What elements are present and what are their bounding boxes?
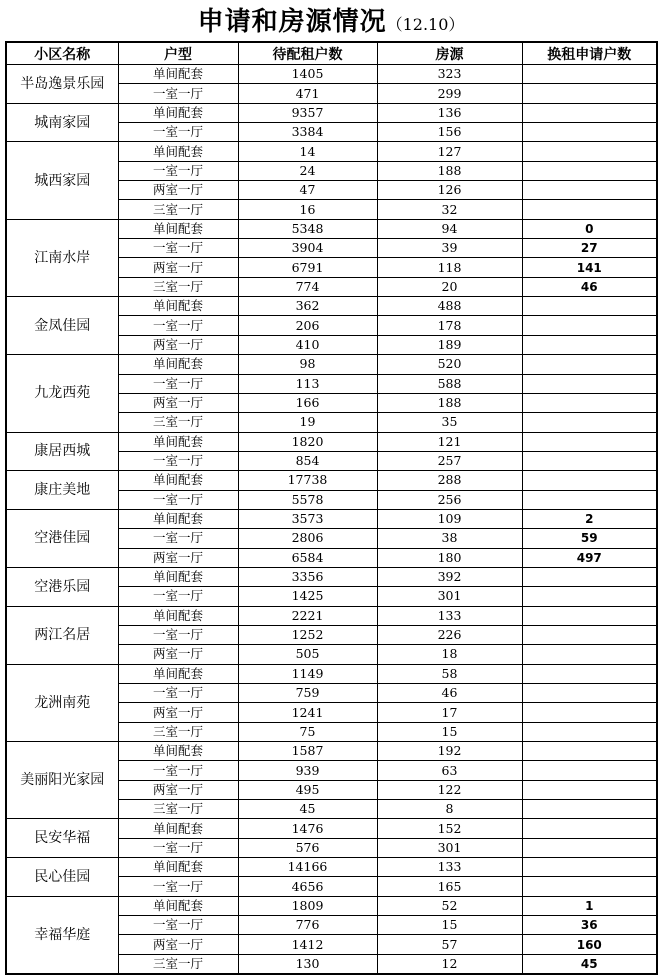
- housing-count-cell: 58: [377, 664, 522, 683]
- request-count-cell: [522, 161, 657, 180]
- request-count-cell: [522, 664, 657, 683]
- community-name: 空港乐园: [6, 567, 118, 606]
- housing-count-cell: 52: [377, 896, 522, 915]
- housing-count-cell: 188: [377, 161, 522, 180]
- waiting-count-cell: 774: [238, 277, 377, 296]
- title-main: 申请和房源情况: [197, 7, 387, 37]
- unit-type-cell: 两室一厅: [118, 780, 238, 799]
- unit-type-cell: 单间配套: [118, 567, 238, 586]
- housing-count-cell: 257: [377, 451, 522, 470]
- unit-type-cell: 单间配套: [118, 664, 238, 683]
- community-name: 民心佳园: [6, 858, 118, 897]
- unit-type-cell: 单间配套: [118, 858, 238, 877]
- header-unit-type: 户型: [118, 42, 238, 65]
- waiting-count-cell: 1405: [238, 65, 377, 84]
- request-count-cell: [522, 200, 657, 219]
- community-name: 金凤佳园: [6, 297, 118, 355]
- header-row: [6, 42, 657, 65]
- waiting-count-cell: 75: [238, 722, 377, 741]
- waiting-count-cell: 495: [238, 780, 377, 799]
- waiting-count-cell: 6584: [238, 548, 377, 567]
- housing-count-cell: 8: [377, 800, 522, 819]
- housing-count-cell: 323: [377, 65, 522, 84]
- unit-type-cell: 一室一厅: [118, 84, 238, 103]
- waiting-count-cell: 3904: [238, 239, 377, 258]
- waiting-count-cell: 166: [238, 393, 377, 412]
- request-count-cell: [522, 103, 657, 122]
- request-count-cell: [522, 65, 657, 84]
- community-name: 空港佳园: [6, 509, 118, 567]
- table-row: [6, 606, 657, 625]
- community-name: 城西家园: [6, 142, 118, 219]
- unit-type-cell: 一室一厅: [118, 374, 238, 393]
- request-count-cell: [522, 181, 657, 200]
- request-count-cell: [522, 567, 657, 586]
- request-count-cell: [522, 471, 657, 490]
- waiting-count-cell: 16: [238, 200, 377, 219]
- request-count-cell: [522, 819, 657, 838]
- housing-count-cell: 39: [377, 239, 522, 258]
- unit-type-cell: 单间配套: [118, 103, 238, 122]
- community-name: 半岛逸景乐园: [6, 65, 118, 104]
- housing-count-cell: 180: [377, 548, 522, 567]
- request-count-cell: [522, 838, 657, 857]
- housing-count-cell: 57: [377, 935, 522, 954]
- header-community: 小区名称: [6, 42, 118, 65]
- waiting-count-cell: 14: [238, 142, 377, 161]
- unit-type-cell: 单间配套: [118, 219, 238, 238]
- housing-count-cell: 118: [377, 258, 522, 277]
- waiting-count-cell: 3573: [238, 509, 377, 528]
- request-count-cell: [522, 297, 657, 316]
- waiting-count-cell: 2221: [238, 606, 377, 625]
- unit-type-cell: 单间配套: [118, 606, 238, 625]
- unit-type-cell: 两室一厅: [118, 258, 238, 277]
- unit-type-cell: 单间配套: [118, 142, 238, 161]
- waiting-count-cell: 4656: [238, 877, 377, 896]
- community-name: 民安华福: [6, 819, 118, 858]
- unit-type-cell: 一室一厅: [118, 761, 238, 780]
- title-date: （12.10）: [386, 15, 465, 34]
- unit-type-cell: 一室一厅: [118, 916, 238, 935]
- unit-type-cell: 单间配套: [118, 432, 238, 451]
- unit-type-cell: 单间配套: [118, 819, 238, 838]
- waiting-count-cell: 17738: [238, 471, 377, 490]
- waiting-count-cell: 576: [238, 838, 377, 857]
- request-count-cell: [522, 742, 657, 761]
- request-count-cell: 45: [522, 954, 657, 974]
- table-row: [6, 819, 657, 838]
- unit-type-cell: 单间配套: [118, 297, 238, 316]
- housing-count-cell: 188: [377, 393, 522, 412]
- housing-count-cell: 133: [377, 858, 522, 877]
- table-row: [6, 219, 657, 238]
- request-count-cell: [522, 703, 657, 722]
- request-count-cell: [522, 413, 657, 432]
- unit-type-cell: 两室一厅: [118, 645, 238, 664]
- housing-count-cell: 18: [377, 645, 522, 664]
- request-count-cell: [522, 432, 657, 451]
- table-row: [6, 664, 657, 683]
- unit-type-cell: 三室一厅: [118, 722, 238, 741]
- table-row: [6, 567, 657, 586]
- request-count-cell: [522, 780, 657, 799]
- community-name: 龙洲南苑: [6, 664, 118, 741]
- unit-type-cell: 一室一厅: [118, 625, 238, 644]
- request-count-cell: [522, 606, 657, 625]
- request-count-cell: 59: [522, 529, 657, 548]
- request-count-cell: [522, 123, 657, 142]
- request-count-cell: [522, 451, 657, 470]
- table-row: [6, 103, 657, 122]
- housing-count-cell: 122: [377, 780, 522, 799]
- housing-count-cell: 109: [377, 509, 522, 528]
- housing-count-cell: 192: [377, 742, 522, 761]
- housing-count-cell: 35: [377, 413, 522, 432]
- unit-type-cell: 三室一厅: [118, 800, 238, 819]
- waiting-count-cell: 3384: [238, 123, 377, 142]
- housing-count-cell: 20: [377, 277, 522, 296]
- waiting-count-cell: 362: [238, 297, 377, 316]
- waiting-count-cell: 1241: [238, 703, 377, 722]
- table-row: [6, 65, 657, 84]
- waiting-count-cell: 1252: [238, 625, 377, 644]
- unit-type-cell: 一室一厅: [118, 587, 238, 606]
- community-name: 美丽阳光家园: [6, 742, 118, 819]
- unit-type-cell: 一室一厅: [118, 877, 238, 896]
- waiting-count-cell: 1587: [238, 742, 377, 761]
- housing-count-cell: 156: [377, 123, 522, 142]
- housing-table: [5, 41, 658, 975]
- unit-type-cell: 一室一厅: [118, 239, 238, 258]
- request-count-cell: 36: [522, 916, 657, 935]
- unit-type-cell: 单间配套: [118, 742, 238, 761]
- waiting-count-cell: 19: [238, 413, 377, 432]
- request-count-cell: 160: [522, 935, 657, 954]
- table-row: [6, 142, 657, 161]
- housing-count-cell: 126: [377, 181, 522, 200]
- housing-count-cell: 15: [377, 722, 522, 741]
- waiting-count-cell: 1820: [238, 432, 377, 451]
- unit-type-cell: 一室一厅: [118, 529, 238, 548]
- waiting-count-cell: 1809: [238, 896, 377, 915]
- unit-type-cell: 单间配套: [118, 509, 238, 528]
- waiting-count-cell: 759: [238, 684, 377, 703]
- unit-type-cell: 一室一厅: [118, 316, 238, 335]
- housing-count-cell: 94: [377, 219, 522, 238]
- housing-count-cell: 299: [377, 84, 522, 103]
- unit-type-cell: 一室一厅: [118, 161, 238, 180]
- housing-count-cell: 38: [377, 529, 522, 548]
- table-row: [6, 471, 657, 490]
- request-count-cell: [522, 722, 657, 741]
- waiting-count-cell: 9357: [238, 103, 377, 122]
- request-count-cell: [522, 587, 657, 606]
- waiting-count-cell: 471: [238, 84, 377, 103]
- community-name: 九龙西苑: [6, 355, 118, 432]
- waiting-count-cell: 24: [238, 161, 377, 180]
- waiting-count-cell: 47: [238, 181, 377, 200]
- unit-type-cell: 单间配套: [118, 896, 238, 915]
- community-name: 城南家园: [6, 103, 118, 142]
- community-name: 幸福华庭: [6, 896, 118, 974]
- request-count-cell: [522, 490, 657, 509]
- request-count-cell: [522, 142, 657, 161]
- unit-type-cell: 三室一厅: [118, 200, 238, 219]
- table-row: [6, 297, 657, 316]
- table-row: [6, 355, 657, 374]
- table-body: [6, 65, 657, 975]
- request-count-cell: [522, 374, 657, 393]
- unit-type-cell: 两室一厅: [118, 335, 238, 354]
- housing-count-cell: 288: [377, 471, 522, 490]
- unit-type-cell: 三室一厅: [118, 413, 238, 432]
- housing-count-cell: 127: [377, 142, 522, 161]
- housing-count-cell: 136: [377, 103, 522, 122]
- request-count-cell: 46: [522, 277, 657, 296]
- unit-type-cell: 三室一厅: [118, 954, 238, 974]
- waiting-count-cell: 5348: [238, 219, 377, 238]
- housing-count-cell: 165: [377, 877, 522, 896]
- request-count-cell: [522, 877, 657, 896]
- request-count-cell: [522, 800, 657, 819]
- housing-count-cell: 520: [377, 355, 522, 374]
- request-count-cell: [522, 355, 657, 374]
- community-name: 康居西城: [6, 432, 118, 471]
- waiting-count-cell: 45: [238, 800, 377, 819]
- waiting-count-cell: 410: [238, 335, 377, 354]
- table-row: [6, 742, 657, 761]
- unit-type-cell: 两室一厅: [118, 548, 238, 567]
- header-housing: 房源: [377, 42, 522, 65]
- header-requests: 换租申请户数: [522, 42, 657, 65]
- unit-type-cell: 一室一厅: [118, 451, 238, 470]
- request-count-cell: 0: [522, 219, 657, 238]
- unit-type-cell: 两室一厅: [118, 181, 238, 200]
- waiting-count-cell: 98: [238, 355, 377, 374]
- unit-type-cell: 单间配套: [118, 355, 238, 374]
- request-count-cell: [522, 316, 657, 335]
- unit-type-cell: 两室一厅: [118, 703, 238, 722]
- table-row: [6, 432, 657, 451]
- request-count-cell: [522, 625, 657, 644]
- request-count-cell: [522, 858, 657, 877]
- unit-type-cell: 单间配套: [118, 65, 238, 84]
- housing-count-cell: 178: [377, 316, 522, 335]
- waiting-count-cell: 130: [238, 954, 377, 974]
- request-count-cell: 2: [522, 509, 657, 528]
- waiting-count-cell: 6791: [238, 258, 377, 277]
- housing-count-cell: 46: [377, 684, 522, 703]
- request-count-cell: [522, 393, 657, 412]
- waiting-count-cell: 1425: [238, 587, 377, 606]
- waiting-count-cell: 113: [238, 374, 377, 393]
- unit-type-cell: 两室一厅: [118, 393, 238, 412]
- housing-count-cell: 189: [377, 335, 522, 354]
- housing-count-cell: 152: [377, 819, 522, 838]
- waiting-count-cell: 5578: [238, 490, 377, 509]
- waiting-count-cell: 1412: [238, 935, 377, 954]
- waiting-count-cell: 854: [238, 451, 377, 470]
- waiting-count-cell: 776: [238, 916, 377, 935]
- unit-type-cell: 两室一厅: [118, 935, 238, 954]
- housing-count-cell: 588: [377, 374, 522, 393]
- request-count-cell: [522, 84, 657, 103]
- unit-type-cell: 一室一厅: [118, 123, 238, 142]
- waiting-count-cell: 1476: [238, 819, 377, 838]
- unit-type-cell: 单间配套: [118, 471, 238, 490]
- housing-count-cell: 392: [377, 567, 522, 586]
- request-count-cell: 27: [522, 239, 657, 258]
- waiting-count-cell: 939: [238, 761, 377, 780]
- housing-count-cell: 488: [377, 297, 522, 316]
- table-row: [6, 896, 657, 915]
- community-name: 两江名居: [6, 606, 118, 664]
- housing-count-cell: 15: [377, 916, 522, 935]
- community-name: 江南水岸: [6, 219, 118, 296]
- waiting-count-cell: 206: [238, 316, 377, 335]
- request-count-cell: [522, 645, 657, 664]
- housing-count-cell: 226: [377, 625, 522, 644]
- request-count-cell: [522, 761, 657, 780]
- waiting-count-cell: 1149: [238, 664, 377, 683]
- housing-count-cell: 12: [377, 954, 522, 974]
- housing-count-cell: 256: [377, 490, 522, 509]
- request-count-cell: [522, 684, 657, 703]
- housing-count-cell: 121: [377, 432, 522, 451]
- unit-type-cell: 一室一厅: [118, 684, 238, 703]
- unit-type-cell: 一室一厅: [118, 838, 238, 857]
- waiting-count-cell: 505: [238, 645, 377, 664]
- request-count-cell: 497: [522, 548, 657, 567]
- housing-count-cell: 301: [377, 587, 522, 606]
- housing-count-cell: 301: [377, 838, 522, 857]
- table-row: [6, 509, 657, 528]
- waiting-count-cell: 2806: [238, 529, 377, 548]
- request-count-cell: [522, 335, 657, 354]
- page-title: [0, 6, 662, 38]
- unit-type-cell: 三室一厅: [118, 277, 238, 296]
- waiting-count-cell: 14166: [238, 858, 377, 877]
- waiting-count-cell: 3356: [238, 567, 377, 586]
- request-count-cell: 1: [522, 896, 657, 915]
- housing-count-cell: 63: [377, 761, 522, 780]
- housing-count-cell: 32: [377, 200, 522, 219]
- unit-type-cell: 一室一厅: [118, 490, 238, 509]
- request-count-cell: 141: [522, 258, 657, 277]
- table-row: [6, 858, 657, 877]
- community-name: 康庄美地: [6, 471, 118, 510]
- housing-count-cell: 133: [377, 606, 522, 625]
- housing-count-cell: 17: [377, 703, 522, 722]
- header-waiting: 待配租户数: [238, 42, 377, 65]
